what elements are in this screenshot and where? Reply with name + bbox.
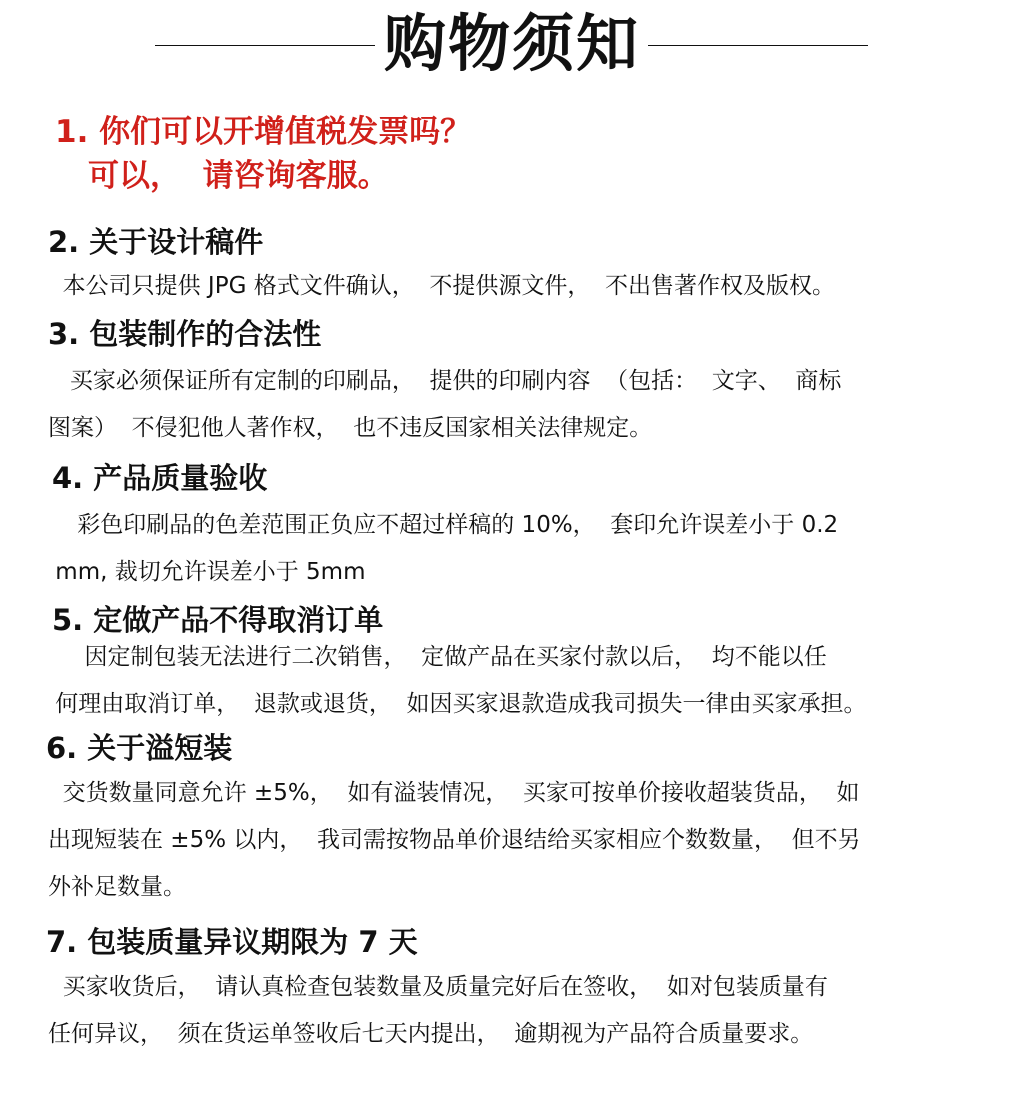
section-heading-2: 2. 关于设计稿件	[48, 225, 264, 259]
faq-question-1: 1. 你们可以开增值税发票吗？	[55, 114, 472, 150]
section-line: 买家必须保证所有定制的印刷品， 提供的印刷内容 （包括： 文字、 商标	[48, 368, 842, 394]
section-line: 图案） 不侵犯他人著作权， 也不违反国家相关法律规定。	[48, 415, 653, 441]
section-line: mm, 裁切允许误差小于 5mm	[48, 559, 366, 585]
section-line: 本公司只提供 JPG 格式文件确认， 不提供源文件， 不出售著作权及版权。	[48, 273, 835, 299]
section-body-2	[48, 263, 835, 310]
section-body-7	[48, 964, 828, 1058]
section-line: 出现短装在 ±5% 以内， 我司需按物品单价退结给买家相应个数数量， 但不另	[48, 827, 861, 853]
section-body-3	[48, 358, 841, 452]
section-body-6	[48, 770, 861, 911]
section-line: 因定制包装无法进行二次销售， 定做产品在买家付款以后， 均不能以任	[48, 644, 827, 670]
section-line: 交货数量同意允许 ±5%， 如有溢装情况， 买家可按单价接收超装货品， 如	[48, 780, 860, 806]
title-row	[0, 0, 1024, 90]
section-heading-3: 3. 包装制作的合法性	[48, 317, 322, 351]
faq-item-1	[55, 110, 471, 198]
section-line: 何理由取消订单， 退款或退货， 如因买家退款造成我司损失一律由买家承担。	[48, 691, 867, 717]
section-line: 外补足数量。	[48, 874, 186, 900]
section-heading-7: 7. 包装质量异议期限为 7 天	[46, 925, 418, 959]
section-line: 任何异议， 须在货运单签收后七天内提出， 逾期视为产品符合质量要求。	[48, 1021, 814, 1047]
faq-answer-1: 可以， 请咨询客服。	[88, 158, 389, 194]
section-line: 彩色印刷品的色差范围正负应不超过样稿的 10%， 套印允许误差小于 0.2	[48, 512, 839, 538]
section-heading-5: 5. 定做产品不得取消订单	[52, 603, 384, 637]
section-heading-6: 6. 关于溢短装	[46, 731, 233, 765]
section-line: 买家收货后， 请认真检查包装数量及质量完好后在签收， 如对包装质量有	[48, 974, 828, 1000]
section-body-4	[48, 502, 838, 596]
title-divider-right	[648, 45, 868, 46]
section-body-5	[48, 634, 867, 728]
title-divider-left	[155, 45, 375, 46]
page-title: 购物须知	[383, 7, 640, 80]
section-heading-4: 4. 产品质量验收	[52, 461, 268, 495]
